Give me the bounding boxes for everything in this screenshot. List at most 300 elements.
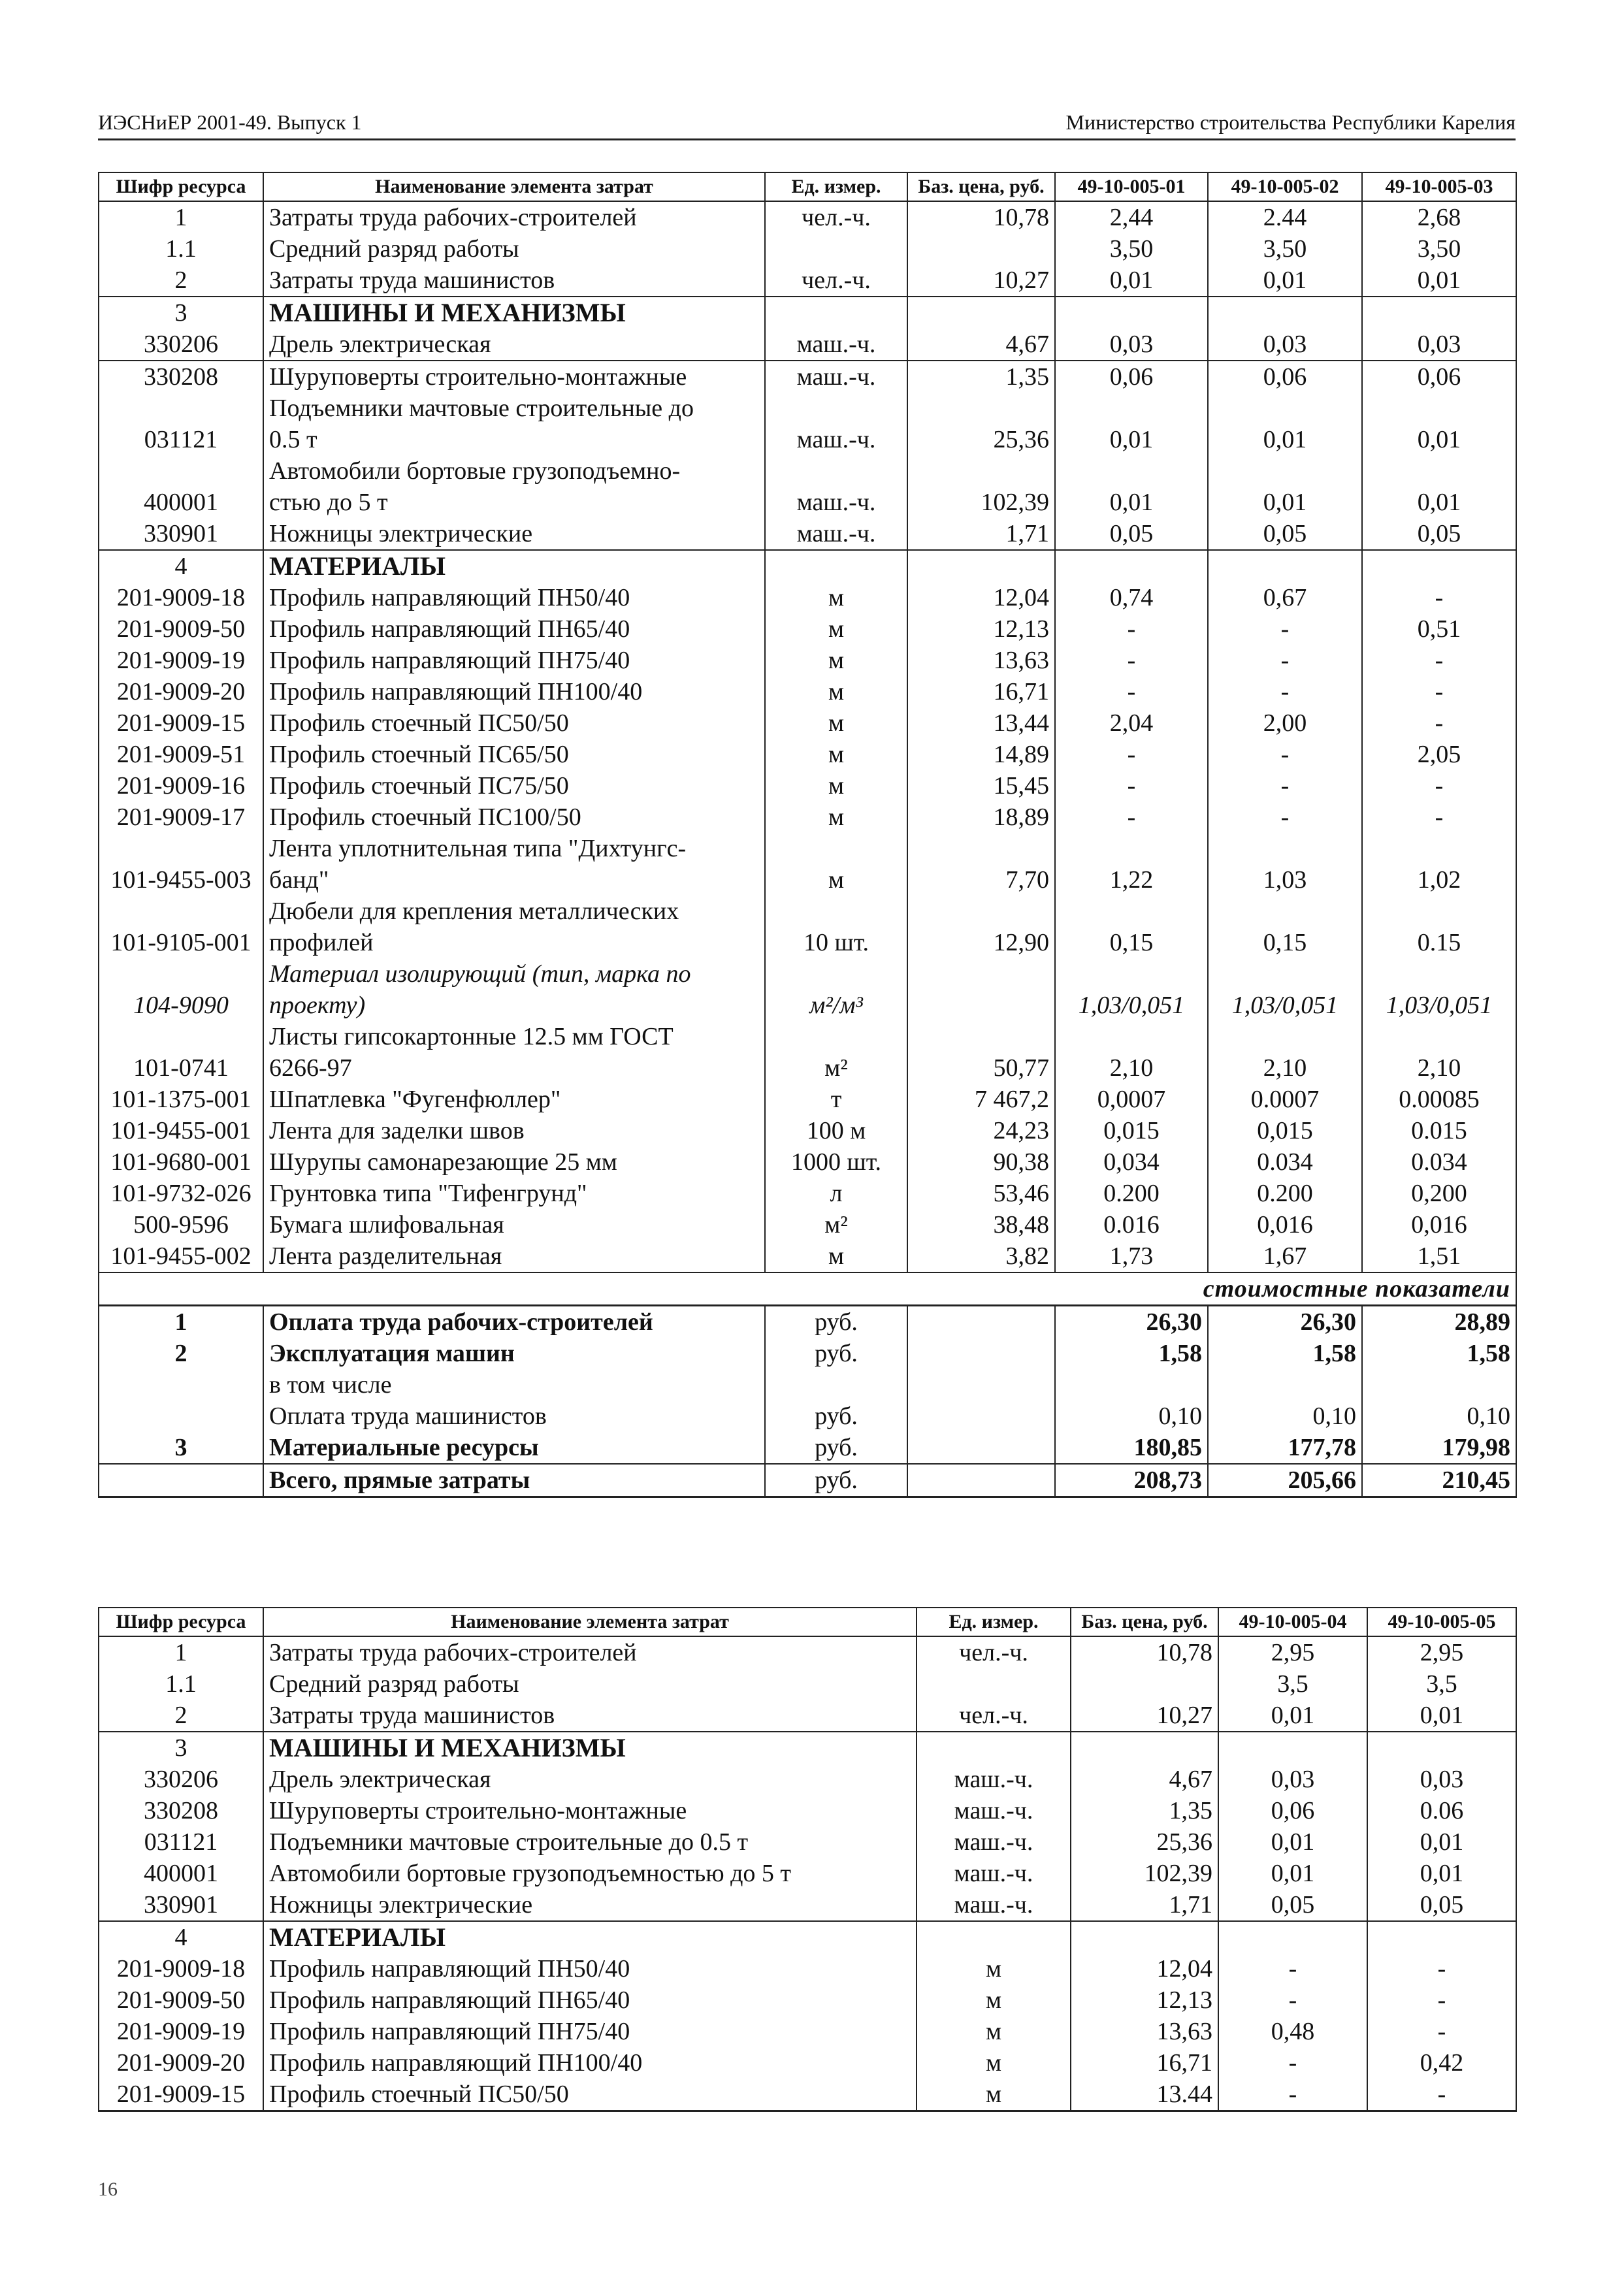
norm-value: 0,01 <box>1367 1858 1516 1889</box>
table-row <box>99 550 1516 582</box>
norm-value: - <box>1218 1953 1367 1984</box>
norm-value: 0,01 <box>1362 393 1516 455</box>
resource-name: Автомобили бортовые грузоподъемностью до 5 т <box>263 1858 917 1889</box>
resource-name: Дрель электрическая <box>263 1764 917 1795</box>
norm-value: 0,05 <box>1367 1889 1516 1921</box>
norm-value: 0,01 <box>1055 265 1208 297</box>
unit: м <box>917 2016 1071 2047</box>
base-price: 1,71 <box>907 518 1055 550</box>
resource-name: МАШИНЫ И МЕХАНИЗМЫ <box>263 297 765 329</box>
norm-value: 3,50 <box>1208 233 1362 265</box>
norm-value: - <box>1218 1984 1367 2016</box>
base-price: 10,78 <box>907 201 1055 233</box>
resource-code: 201-9009-16 <box>99 770 263 801</box>
base-price: 38,48 <box>907 1209 1055 1240</box>
norm-value: 2,00 <box>1208 707 1362 739</box>
column-header: 49-10-005-04 <box>1218 1608 1367 1636</box>
norm-value: 2,10 <box>1208 1021 1362 1084</box>
summary-value: 180,85 <box>1055 1432 1208 1464</box>
unit: чел.-ч. <box>917 1636 1071 1668</box>
column-header: Баз. цена, руб. <box>1071 1608 1218 1636</box>
norm-value: - <box>1362 582 1516 613</box>
table-header-row <box>99 1608 1516 1636</box>
column-header: 49-10-005-03 <box>1362 172 1516 201</box>
table-row <box>99 645 1516 676</box>
norm-value: - <box>1208 801 1362 833</box>
summary-price <box>907 1401 1055 1432</box>
norm-value: 2,10 <box>1055 1021 1208 1084</box>
norm-value: 0,01 <box>1208 265 1362 297</box>
norm-value: 1,03/0,051 <box>1208 958 1362 1021</box>
resource-name: Профиль направляющий ПН65/40 <box>263 1984 917 2016</box>
resource-name-line: Лента уплотнительная типа "Дихтунгс- <box>269 835 687 862</box>
column-header: Шифр ресурса <box>99 1608 263 1636</box>
summary-unit: руб. <box>765 1306 907 1338</box>
resource-code: 2 <box>99 1700 263 1732</box>
resource-code: 101-9680-001 <box>99 1146 263 1178</box>
resource-code: 330206 <box>99 1764 263 1795</box>
resource-code: 101-9105-001 <box>99 896 263 958</box>
norm-value <box>1218 1921 1367 1953</box>
norm-value: 1,51 <box>1362 1240 1516 1272</box>
resource-code: 101-1375-001 <box>99 1084 263 1115</box>
resource-name: Лента разделительная <box>263 1240 765 1272</box>
resource-code: 031121 <box>99 1826 263 1858</box>
table-row <box>99 455 1516 518</box>
column-header: Шифр ресурса <box>99 172 263 201</box>
unit: м <box>917 1953 1071 1984</box>
summary-unit: руб. <box>765 1464 907 1497</box>
norm-value: 3,50 <box>1055 233 1208 265</box>
base-price: 15,45 <box>907 770 1055 801</box>
summary-row <box>99 1369 1516 1401</box>
summary-row <box>99 1338 1516 1369</box>
summary-price <box>907 1306 1055 1338</box>
table-row <box>99 1084 1516 1115</box>
unit: маш.-ч. <box>917 1858 1071 1889</box>
resource-name: Профиль стоечный ПС75/50 <box>263 770 765 801</box>
norm-value: 0,03 <box>1367 1764 1516 1795</box>
norm-value <box>1208 297 1362 329</box>
summary-value: 26,30 <box>1208 1306 1362 1338</box>
norm-value <box>1208 550 1362 582</box>
norm-value: 0,01 <box>1218 1826 1367 1858</box>
norm-value: 0,01 <box>1218 1858 1367 1889</box>
norm-value: 0.034 <box>1208 1146 1362 1178</box>
base-price: 25,36 <box>907 393 1055 455</box>
table-row <box>99 613 1516 645</box>
resource-code: 4 <box>99 1921 263 1953</box>
summary-price <box>907 1369 1055 1401</box>
resource-code: 201-9009-15 <box>99 2079 263 2111</box>
summary-row <box>99 1464 1516 1497</box>
unit: м <box>765 676 907 707</box>
summary-row <box>99 1401 1516 1432</box>
norm-value: 0,15 <box>1208 896 1362 958</box>
table-row <box>99 1700 1516 1732</box>
unit <box>765 297 907 329</box>
norm-value: 2,04 <box>1055 707 1208 739</box>
resource-name-line: банд" <box>269 866 329 894</box>
norm-value: 2,05 <box>1362 739 1516 770</box>
norm-value: 0,06 <box>1208 361 1362 393</box>
resource-code: 330208 <box>99 1795 263 1826</box>
unit: л <box>765 1178 907 1209</box>
norm-value: 0,15 <box>1055 896 1208 958</box>
norm-value: - <box>1367 1984 1516 2016</box>
resource-name <box>263 1021 765 1084</box>
page-header <box>98 110 1516 140</box>
resource-name-line: 0.5 т <box>269 426 317 453</box>
table-row <box>99 1115 1516 1146</box>
resource-name <box>263 896 765 958</box>
table-row <box>99 1764 1516 1795</box>
resource-name: Шурупы самонарезающие 25 мм <box>263 1146 765 1178</box>
norm-value: 0,03 <box>1208 329 1362 361</box>
norm-value: 1,03/0,051 <box>1362 958 1516 1021</box>
norm-value: 0,03 <box>1055 329 1208 361</box>
column-header: Ед. измер. <box>917 1608 1071 1636</box>
norm-value: 0,01 <box>1055 393 1208 455</box>
norm-value: 0,034 <box>1055 1146 1208 1178</box>
resource-code: 201-9009-51 <box>99 739 263 770</box>
unit: м <box>765 613 907 645</box>
norm-value: 1,22 <box>1055 833 1208 896</box>
resource-code: 1 <box>99 201 263 233</box>
base-price: 13,63 <box>1071 2016 1218 2047</box>
base-price: 13.44 <box>1071 2079 1218 2111</box>
summary-name: Оплата труда машинистов <box>263 1401 765 1432</box>
norm-value: 3,5 <box>1367 1668 1516 1700</box>
unit: маш.-ч. <box>765 329 907 361</box>
table-row <box>99 518 1516 550</box>
summary-value <box>1208 1369 1362 1401</box>
base-price <box>907 550 1055 582</box>
table-row <box>99 1889 1516 1921</box>
base-price: 12,13 <box>1071 1984 1218 2016</box>
table-row <box>99 582 1516 613</box>
norm-value: 0,05 <box>1362 518 1516 550</box>
unit: маш.-ч. <box>917 1764 1071 1795</box>
resource-code: 1.1 <box>99 233 263 265</box>
unit: т <box>765 1084 907 1115</box>
unit: маш.-ч. <box>765 455 907 518</box>
resource-name: Средний разряд работы <box>263 233 765 265</box>
table-row <box>99 1826 1516 1858</box>
norm-value: - <box>1362 676 1516 707</box>
norm-value: 0,42 <box>1367 2047 1516 2079</box>
norm-value: 2.44 <box>1208 201 1362 233</box>
table-row <box>99 801 1516 833</box>
resource-name-line: Дюбели для крепления металлических <box>269 898 679 925</box>
summary-unit: руб. <box>765 1432 907 1464</box>
norm-value: 0.06 <box>1367 1795 1516 1826</box>
resource-name: Затраты труда рабочих-строителей <box>263 201 765 233</box>
table-row <box>99 2016 1516 2047</box>
cost-indicators-title: стоимостные показатели <box>99 1272 1516 1306</box>
table-row <box>99 2079 1516 2111</box>
resource-code: 104-9090 <box>99 958 263 1021</box>
table-row <box>99 361 1516 393</box>
norm-value: 0.00085 <box>1362 1084 1516 1115</box>
table-row <box>99 1984 1516 2016</box>
summary-code: 2 <box>99 1338 263 1369</box>
norm-value: 0,01 <box>1218 1700 1367 1732</box>
column-header: Ед. измер. <box>765 172 907 201</box>
unit: маш.-ч. <box>917 1889 1071 1921</box>
table-row <box>99 1858 1516 1889</box>
resource-code: 1.1 <box>99 1668 263 1700</box>
table-row <box>99 2047 1516 2079</box>
norm-value: 0.015 <box>1362 1115 1516 1146</box>
norm-value: - <box>1208 676 1362 707</box>
norm-value: 0,01 <box>1055 455 1208 518</box>
summary-value: 205,66 <box>1208 1464 1362 1497</box>
base-price: 16,71 <box>907 676 1055 707</box>
resource-name: Шпатлевка "Фугенфюллер" <box>263 1084 765 1115</box>
norm-value: - <box>1055 739 1208 770</box>
resource-name: Профиль направляющий ПН50/40 <box>263 582 765 613</box>
table-row <box>99 329 1516 361</box>
base-price: 13,63 <box>907 645 1055 676</box>
table-row <box>99 393 1516 455</box>
norm-value: 0,015 <box>1208 1115 1362 1146</box>
summary-price <box>907 1432 1055 1464</box>
norm-value: - <box>1218 2047 1367 2079</box>
norm-value: 0,05 <box>1055 518 1208 550</box>
resource-code: 101-9732-026 <box>99 1178 263 1209</box>
resource-name: Дрель электрическая <box>263 329 765 361</box>
norm-value: - <box>1367 1953 1516 1984</box>
norm-value: - <box>1055 770 1208 801</box>
norm-value: 0,74 <box>1055 582 1208 613</box>
resource-name <box>263 393 765 455</box>
unit: м <box>765 1240 907 1272</box>
norm-value: 3,50 <box>1362 233 1516 265</box>
summary-row <box>99 1432 1516 1464</box>
summary-value: 1,58 <box>1055 1338 1208 1369</box>
norm-value: 3,5 <box>1218 1668 1367 1700</box>
norm-value: - <box>1367 2079 1516 2111</box>
unit: м <box>765 707 907 739</box>
resource-name <box>263 958 765 1021</box>
base-price: 53,46 <box>907 1178 1055 1209</box>
norm-value: - <box>1367 2016 1516 2047</box>
summary-value: 1,58 <box>1362 1338 1516 1369</box>
norm-value: 1,03/0,051 <box>1055 958 1208 1021</box>
norm-value <box>1055 297 1208 329</box>
table-row <box>99 833 1516 896</box>
resource-code: 2 <box>99 265 263 297</box>
base-price: 4,67 <box>907 329 1055 361</box>
table-row <box>99 1795 1516 1826</box>
resource-code: 201-9009-18 <box>99 582 263 613</box>
norm-value: - <box>1362 645 1516 676</box>
norm-value: 2,95 <box>1367 1636 1516 1668</box>
resource-name: Затраты труда рабочих-строителей <box>263 1636 917 1668</box>
resource-name <box>263 833 765 896</box>
resource-name: Профиль стоечный ПС50/50 <box>263 707 765 739</box>
norm-value: - <box>1055 801 1208 833</box>
column-header: 49-10-005-01 <box>1055 172 1208 201</box>
base-price: 1,35 <box>1071 1795 1218 1826</box>
norm-value: 0.0007 <box>1208 1084 1362 1115</box>
summary-value: 179,98 <box>1362 1432 1516 1464</box>
resource-name: Шуруповерты строительно-монтажные <box>263 1795 917 1826</box>
unit: чел.-ч. <box>765 265 907 297</box>
resource-code: 3 <box>99 297 263 329</box>
norm-value: 1,03 <box>1208 833 1362 896</box>
base-price: 50,77 <box>907 1021 1055 1084</box>
base-price: 12,04 <box>1071 1953 1218 1984</box>
resource-code: 1 <box>99 1636 263 1668</box>
norm-value <box>1367 1921 1516 1953</box>
summary-value: 0,10 <box>1208 1401 1362 1432</box>
resource-name: Ножницы электрические <box>263 518 765 550</box>
norm-value: 0,03 <box>1362 329 1516 361</box>
table-row <box>99 896 1516 958</box>
norm-value: 0,06 <box>1218 1795 1367 1826</box>
base-price: 24,23 <box>907 1115 1055 1146</box>
unit: м² <box>765 1021 907 1084</box>
resource-name: МАТЕРИАЛЫ <box>263 550 765 582</box>
table-row <box>99 1953 1516 1984</box>
unit: м <box>765 739 907 770</box>
summary-value: 0,10 <box>1055 1401 1208 1432</box>
norm-value: - <box>1218 2079 1367 2111</box>
unit: маш.-ч. <box>765 518 907 550</box>
resource-code: 201-9009-15 <box>99 707 263 739</box>
norm-value: 0.034 <box>1362 1146 1516 1178</box>
base-price: 90,38 <box>907 1146 1055 1178</box>
resource-name: Ножницы электрические <box>263 1889 917 1921</box>
unit: 1000 шт. <box>765 1146 907 1178</box>
table-row <box>99 1921 1516 1953</box>
base-price: 12,13 <box>907 613 1055 645</box>
summary-value <box>1055 1369 1208 1401</box>
norm-value: 0,01 <box>1362 265 1516 297</box>
resource-name: Профиль направляющий ПН75/40 <box>263 645 765 676</box>
resource-code: 330901 <box>99 518 263 550</box>
column-header: Баз. цена, руб. <box>907 172 1055 201</box>
page-number: 16 <box>98 2178 118 2200</box>
resource-code: 201-9009-20 <box>99 676 263 707</box>
norm-value: 0.200 <box>1208 1178 1362 1209</box>
norm-value: - <box>1208 770 1362 801</box>
base-price: 102,39 <box>907 455 1055 518</box>
table-row <box>99 233 1516 265</box>
resource-name: Шуруповерты строительно-монтажные <box>263 361 765 393</box>
base-price: 12,04 <box>907 582 1055 613</box>
unit: м <box>765 801 907 833</box>
resource-name: Профиль направляющий ПН50/40 <box>263 1953 917 1984</box>
unit: м² <box>765 1209 907 1240</box>
unit <box>917 1921 1071 1953</box>
unit <box>917 1732 1071 1764</box>
unit: м <box>917 1984 1071 2016</box>
summary-name: Эксплуатация машин <box>263 1338 765 1369</box>
summary-code <box>99 1464 263 1497</box>
base-price: 7 467,2 <box>907 1084 1055 1115</box>
norm-value: 0,200 <box>1362 1178 1516 1209</box>
summary-code: 3 <box>99 1432 263 1464</box>
summary-code: 1 <box>99 1306 263 1338</box>
summary-name: в том числе <box>263 1369 765 1401</box>
resource-name: МАТЕРИАЛЫ <box>263 1921 917 1953</box>
base-price: 16,71 <box>1071 2047 1218 2079</box>
base-price: 18,89 <box>907 801 1055 833</box>
column-header: 49-10-005-02 <box>1208 172 1362 201</box>
summary-value: 177,78 <box>1208 1432 1362 1464</box>
base-price: 10,78 <box>1071 1636 1218 1668</box>
unit: м <box>765 582 907 613</box>
norm-value: 0,01 <box>1367 1700 1516 1732</box>
resource-name: Профиль стоечный ПС50/50 <box>263 2079 917 2111</box>
norm-value: 0,51 <box>1362 613 1516 645</box>
table-row <box>99 739 1516 770</box>
resource-name: МАШИНЫ И МЕХАНИЗМЫ <box>263 1732 917 1764</box>
table-row <box>99 1240 1516 1272</box>
unit: маш.-ч. <box>765 393 907 455</box>
resource-table-1 <box>98 172 1517 1498</box>
norm-value: - <box>1362 770 1516 801</box>
unit: маш.-ч. <box>917 1826 1071 1858</box>
resource-code: 500-9596 <box>99 1209 263 1240</box>
unit: м <box>917 2047 1071 2079</box>
table-row <box>99 676 1516 707</box>
summary-price <box>907 1338 1055 1369</box>
table-header-row <box>99 172 1516 201</box>
summary-price <box>907 1464 1055 1497</box>
resource-name-line: проекту) <box>269 992 366 1019</box>
norm-value: 0,67 <box>1208 582 1362 613</box>
norm-value: - <box>1362 707 1516 739</box>
norm-value: 0,06 <box>1055 361 1208 393</box>
summary-unit: руб. <box>765 1338 907 1369</box>
base-price: 4,67 <box>1071 1764 1218 1795</box>
base-price: 25,36 <box>1071 1826 1218 1858</box>
norm-value <box>1362 297 1516 329</box>
unit: чел.-ч. <box>765 201 907 233</box>
unit <box>917 1668 1071 1700</box>
resource-code: 4 <box>99 550 263 582</box>
summary-value: 28,89 <box>1362 1306 1516 1338</box>
resource-name-line: Материал изолирующий (тип, марка по <box>269 960 691 988</box>
resource-name-line: Автомобили бортовые грузоподъемно- <box>269 457 681 485</box>
base-price: 10,27 <box>1071 1700 1218 1732</box>
resource-code: 400001 <box>99 1858 263 1889</box>
summary-value: 26,30 <box>1055 1306 1208 1338</box>
document-title: ИЭСНиЕР 2001-49. Выпуск 1 <box>98 110 362 134</box>
norm-value: 1,73 <box>1055 1240 1208 1272</box>
norm-value: - <box>1055 676 1208 707</box>
norm-value: 2,68 <box>1362 201 1516 233</box>
base-price: 10,27 <box>907 265 1055 297</box>
norm-value <box>1055 550 1208 582</box>
unit: 10 шт. <box>765 896 907 958</box>
summary-name: Материальные ресурсы <box>263 1432 765 1464</box>
norm-value: - <box>1208 613 1362 645</box>
resource-code: 101-9455-003 <box>99 833 263 896</box>
resource-name: Затраты труда машинистов <box>263 265 765 297</box>
table-row <box>99 1021 1516 1084</box>
unit: м <box>765 833 907 896</box>
resource-name: Профиль направляющий ПН100/40 <box>263 2047 917 2079</box>
cost-indicators-row <box>99 1272 1516 1306</box>
column-header: 49-10-005-05 <box>1367 1608 1516 1636</box>
norm-value: - <box>1208 645 1362 676</box>
resource-code: 400001 <box>99 455 263 518</box>
